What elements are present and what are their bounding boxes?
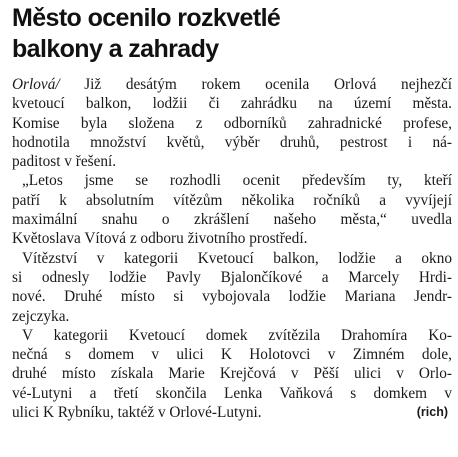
headline-line-2: balkony a zahrady [12, 35, 219, 63]
body-line: „Letos jsme se rozhodli ocenit především ty, kteří [22, 172, 452, 190]
final-line [12, 403, 452, 422]
paragraph-1-line-1 [12, 75, 452, 94]
body-line: Vítězství v kategorii Kvetoucí balkon, lodžie a okno [22, 249, 452, 267]
article-body [12, 75, 452, 422]
body-line: ulici K Rybníku, taktéž v Orlové-Lutyni. [12, 404, 262, 422]
author-signature: (rich) [416, 405, 448, 420]
body-line: Květoslava Vítová z odboru životního prostředí. [12, 230, 308, 248]
body-line: si odnesly lodžie Pavly Bjalončíkové a Marcely Hrdi- [12, 268, 452, 286]
body-line: nečná s domem v ulici K Holotovci v Zimném dole, [12, 346, 452, 364]
dateline: Orlová/ [12, 76, 60, 93]
body-line: paditost v řešení. [12, 153, 117, 171]
body-line: V kategorii Kvetoucí domek zvítězila Drahomíra Ko- [22, 326, 452, 344]
body-line: maximální snahu o zkrášlení našeho města,“ uvedla [12, 211, 452, 229]
body-line: Již desátým rokem ocenila Orlová nejhezčí [59, 76, 452, 93]
body-line: Komise byla složena z odborníků zahradnické profese, [12, 114, 452, 132]
body-line: kvetoucí balkon, lodžii či zahrádku na území města. [12, 95, 452, 113]
body-line: hodnotila množství květů, výběr druhů, pestrost i ná- [12, 133, 452, 151]
body-line: druhé místo získala Marie Krejčová v Pěší ulici v Orlo- [12, 365, 452, 383]
body-line: nové. Druhé místo si vybojovala lodžie Mariana Jendr- [12, 288, 452, 306]
body-line: zejczyka. [12, 307, 70, 325]
headline-line-1: Město ocenilo rozkvetlé [12, 4, 281, 32]
body-line: patří k absolutním vítězům několika ročníků a vyvíjejí [12, 191, 452, 209]
body-line: vé-Lutyni a třetí skončila Lenka Vaňková s domkem v [12, 384, 452, 402]
